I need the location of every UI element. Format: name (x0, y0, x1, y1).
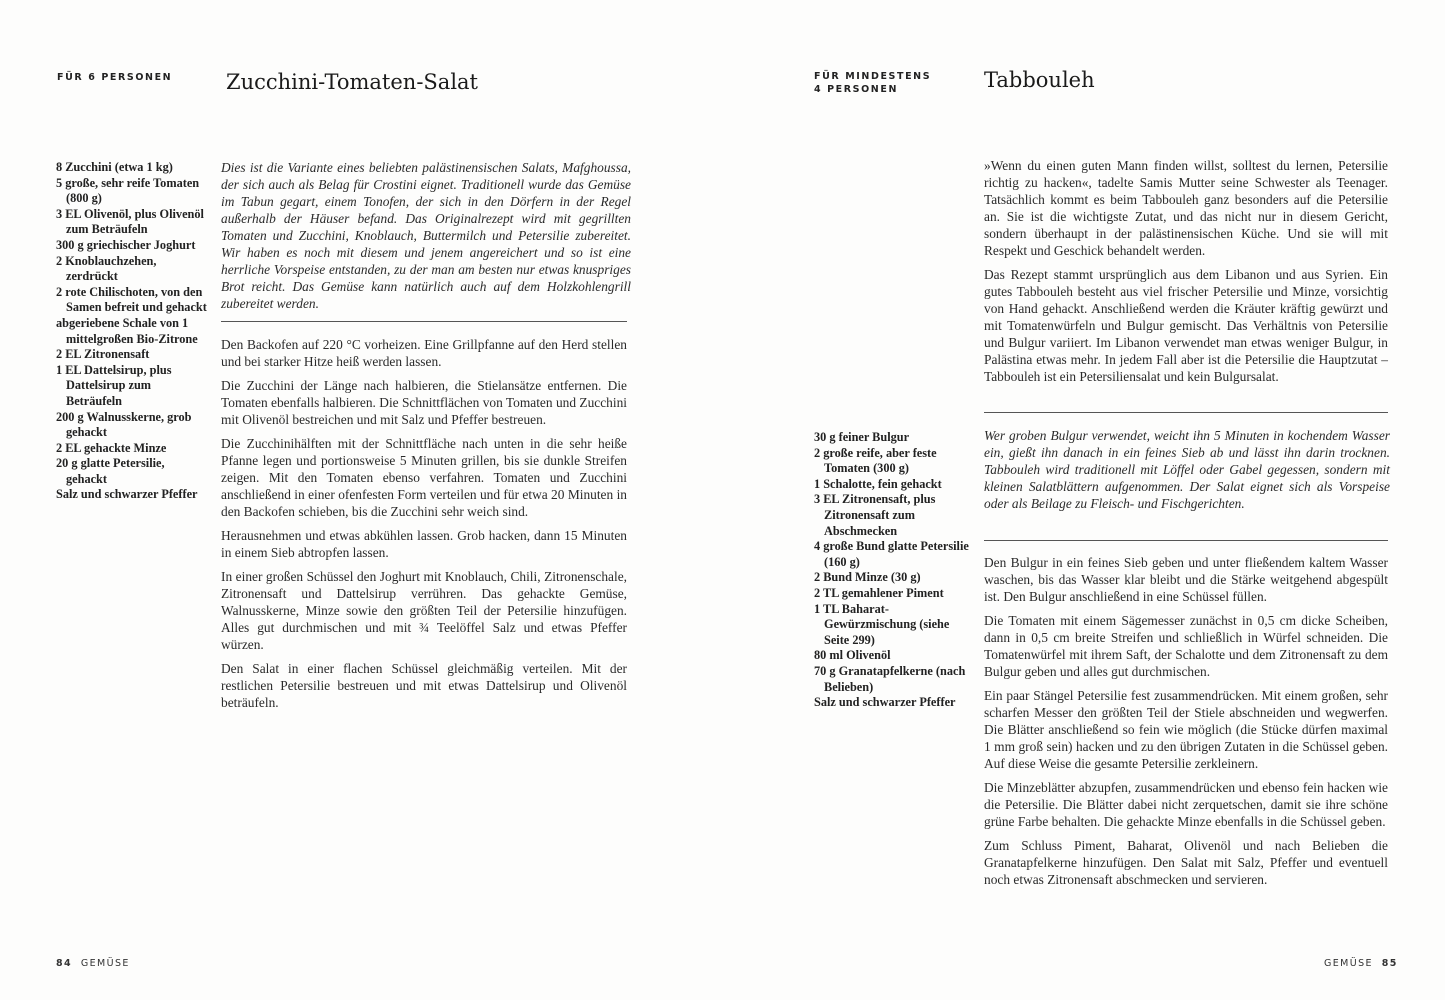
ingredient-item: 80 ml Olivenöl (814, 648, 891, 663)
step-paragraph: Herausnehmen und etwas abkühlen lassen. Grob hacken, dann 15 Minuten in einem Sieb abtropfen lassen. (221, 528, 627, 560)
ingredient-item: 2 Bund Minze (30 g) (814, 570, 921, 585)
step-paragraph: In einer großen Schüssel den Joghurt mit Knoblauch, Chili, Zitronenschale, Zitronensaft und Dattelsirup verrühren. Das gehackte Gemüse, Walnusskerne, Minze sowie den größten Teil der Petersilie hinzufügen. Alles gut durchmischen und mit ¾ Teelöffel Salz und etwas Pfeffer würzen. (221, 569, 627, 652)
servings-line: 4 PERSONEN (814, 84, 898, 95)
step-paragraph: Den Bulgur in ein feines Sieb geben und unter fließendem kaltem Wasser waschen, bis das Wasser klar bleibt und die Stärke weitgehend abgespült ist. Den Bulgur anschließend in eine Schüssel füllen. (984, 555, 1388, 604)
ingredient-item: 5 große, sehr reife Tomaten (800 g) (56, 175, 200, 206)
recipe-tip: Wer groben Bulgur verwendet, weicht ihn 5 Minuten in kochendem Wasser ein, gießt ihn danach in ein feines Sieb ab und lässt ihn darin trocknen. Tabbouleh wird traditionell mit Löffel oder Gabel gegessen, sondern mit kleinen Salatblättern aufgenommen. Der Salat eignet sich als Vorspeise oder als Beilage zu Fleisch- und Fischgerichten. (984, 428, 1390, 511)
method-steps (221, 336, 627, 718)
section-name: GEMÜSE (1324, 958, 1373, 969)
ingredient-item: 200 g Walnusskerne, grob gehackt (56, 409, 192, 440)
ingredient-item: 20 g glatte Petersilie, gehackt (56, 456, 165, 486)
step-paragraph: Die Tomaten mit einem Sägemesser zunächst in 0,5 cm dicke Scheiben, dann in 0,5 cm breite Streifen und schließlich in Würfel schneiden. Die Tomatenwürfel mit ihrem Saft, der Schalotte und dem Zitronensaft zu dem Bulgur geben und alles gut durchmischen. (984, 613, 1388, 679)
step-paragraph: Zum Schluss Piment, Baharat, Olivenöl und nach Belieben die Granatapfelkerne hinzufügen. Den Salat mit Salz, Pfeffer und eventuell noch etwas Zitronensaft abschmecken und servieren. (984, 838, 1388, 887)
page-footer (1324, 958, 1398, 969)
ingredient-item: 4 große Bund glatte Petersilie (160 g) (814, 539, 969, 569)
ingredient-item: Salz und schwarzer Pfeffer (56, 487, 198, 502)
intro-paragraph: »Wenn du einen guten Mann finden willst, solltest du lernen, Petersilie richtig zu hacken«, tadelte Samis Mutter seine Schwester als Teenager. Tatsächlich kommt es beim Tabbouleh ganz besonders auf die Petersilie an. Sie ist die wichtigste Zutat, und das nicht nur in diesem Gericht, sondern überhaupt in der palästinensischen Küche. Und sie will mit Respekt und Geschick behandelt werden. (984, 158, 1388, 258)
section-name: GEMÜSE (80, 958, 130, 969)
step-paragraph: Den Salat in einer flachen Schüssel gleichmäßig verteilen. Mit der restlichen Petersilie bestreuen und mit etwas Dattelsirup und Olivenöl beträufeln. (221, 661, 627, 710)
servings-label: FÜR 6 PERSONEN (57, 72, 173, 83)
ingredient-item: 3 EL Zitronensaft, plus Zitronensaft zum Abschmecken (814, 492, 936, 538)
ingredient-list (814, 430, 969, 711)
ingredient-item: 2 rote Chilischoten, von den Samen befreit und gehackt (56, 284, 207, 315)
divider (984, 412, 1388, 413)
step-paragraph: Ein paar Stängel Petersilie fest zusammendrücken. Mit einem großen, sehr scharfen Messer den größten Teil der Stiele abschneiden und wegwerfen. Die Blätter anschließend so fein wie möglich (die Stücke dürfen maximal 1 mm groß sein) hacken und zu den übrigen Zutaten in die Schüssel geben. Auf diese Weise die gesamte Petersilie zerkleinern. (984, 688, 1388, 771)
ingredient-item: 1 EL Dattelsirup, plus Dattelsirup zum Beträufeln (56, 362, 172, 408)
recipe-title: Zucchini-Tomaten-Salat (226, 70, 478, 94)
ingredient-item: 2 EL Zitronensaft (56, 347, 150, 362)
ingredient-item: 1 TL Baharat-Gewürzmischung (siehe Seite 299) (814, 601, 950, 647)
ingredient-list (56, 160, 208, 503)
step-paragraph: Den Backofen auf 220 °C vorheizen. Eine Grillpfanne auf den Herd stellen und bei starker Hitze heiß werden lassen. (221, 337, 627, 369)
left-page (0, 0, 722, 1000)
step-paragraph: Die Minzeblätter abzupfen, zusammendrücken und ebenso fein hacken wie die Petersilie. Die Blätter dabei nicht zerquetschen, damit sie ihre schöne grüne Farbe behalten. Die gehackte Minze ebenfalls in die Schüssel geben. (984, 780, 1388, 829)
step-paragraph: Die Zucchini der Länge nach halbieren, die Stielansätze entfernen. Die Tomaten ebenfalls halbieren. Die Schnittflächen von Tomaten und Zucchini mit Olivenöl bestreichen und mit Salz und Pfeffer bestreuen. (221, 378, 627, 427)
ingredient-item: 300 g griechischer Joghurt (56, 237, 196, 252)
ingredient-item: 8 Zucchini (etwa 1 kg) (56, 160, 173, 174)
step-paragraph: Die Zucchinihälften mit der Schnittfläche nach unten in die sehr heiße Pfanne legen und portionsweise 5 Minuten grillen, bis sie dunkle Streifen zeigen. Mit den Tomaten ebenso verfahren. Tomaten und Zucchini anschließend in einer ofenfesten Form verteilen und für etwa 20 Minuten in den Backofen schieben, bis die Zucchini sehr weich sind. (221, 436, 627, 519)
ingredient-item: 2 große reife, aber feste Tomaten (300 g) (814, 445, 937, 476)
page-footer (56, 958, 130, 969)
page-number: 85 (1381, 958, 1398, 969)
recipe-intro: Dies ist die Variante eines beliebten palästinensischen Salats, Mafghoussa, der sich auch als Belag für Crostini eignet. Traditionell wurde das Gemüse im Tabun gegart, einem Tonofen, der sich in den Dörfern in der Regel außerhalb der Häuser befand. Das Originalrezept wird mit gegrillten Tomaten und Zucchini, Knoblauch, Buttermilch und Petersilie zubereitet. Wir haben es noch mit diesem und jenem angereichert und so ist eine herrliche Vorspeise entstanden, zu der man am besten nur etwas knuspriges Brot reicht. Das Gemüse kann natürlich auch auf dem Holzkohlengrill zubereitet werden. (221, 160, 631, 311)
ingredient-item: 2 EL gehackte Minze (56, 440, 167, 455)
servings-line: FÜR MINDESTENS (814, 71, 932, 82)
ingredient-item: Salz und schwarzer Pfeffer (814, 695, 956, 710)
method-steps (984, 554, 1388, 895)
divider (221, 321, 627, 322)
ingredient-item: 30 g feiner Bulgur (814, 430, 910, 444)
ingredient-item: 70 g Granatapfelkerne (nach Belieben) (814, 663, 966, 694)
recipe-title: Tabbouleh (984, 68, 1095, 92)
ingredient-item: 2 Knoblauchzehen, zerdrückt (56, 253, 157, 284)
page-number: 84 (56, 958, 73, 969)
recipe-intro (984, 157, 1388, 392)
intro-paragraph: Das Rezept stammt ursprünglich aus dem Libanon und aus Syrien. Ein gutes Tabbouleh besteht aus viel frischer Petersilie und Minze, vorsichtig von Hand gehackt. Anschließend werden die Kräuter kräftig gewürzt und mit Tomatenwürfeln und Bulgur gemischt. Das Verhältnis von Petersilie und Bulgur variiert. Im Libanon verwendet man etwas weniger Bulgur, in Palästina etwas mehr. In jedem Fall aber ist die Petersilie die Hauptzutat – Tabbouleh ist ein Petersiliensalat und kein Bulgursalat. (984, 267, 1388, 384)
ingredient-item: abgeriebene Schale von 1 mittelgroßen Bio-Zitrone (56, 315, 198, 346)
servings-label (814, 70, 931, 96)
ingredient-item: 2 TL gemahlener Piment (814, 585, 944, 600)
divider (984, 540, 1388, 541)
ingredient-item: 3 EL Olivenöl, plus Olivenöl zum Beträufeln (56, 206, 204, 237)
right-page (722, 0, 1445, 1000)
ingredient-item: 1 Schalotte, fein gehackt (814, 476, 942, 491)
